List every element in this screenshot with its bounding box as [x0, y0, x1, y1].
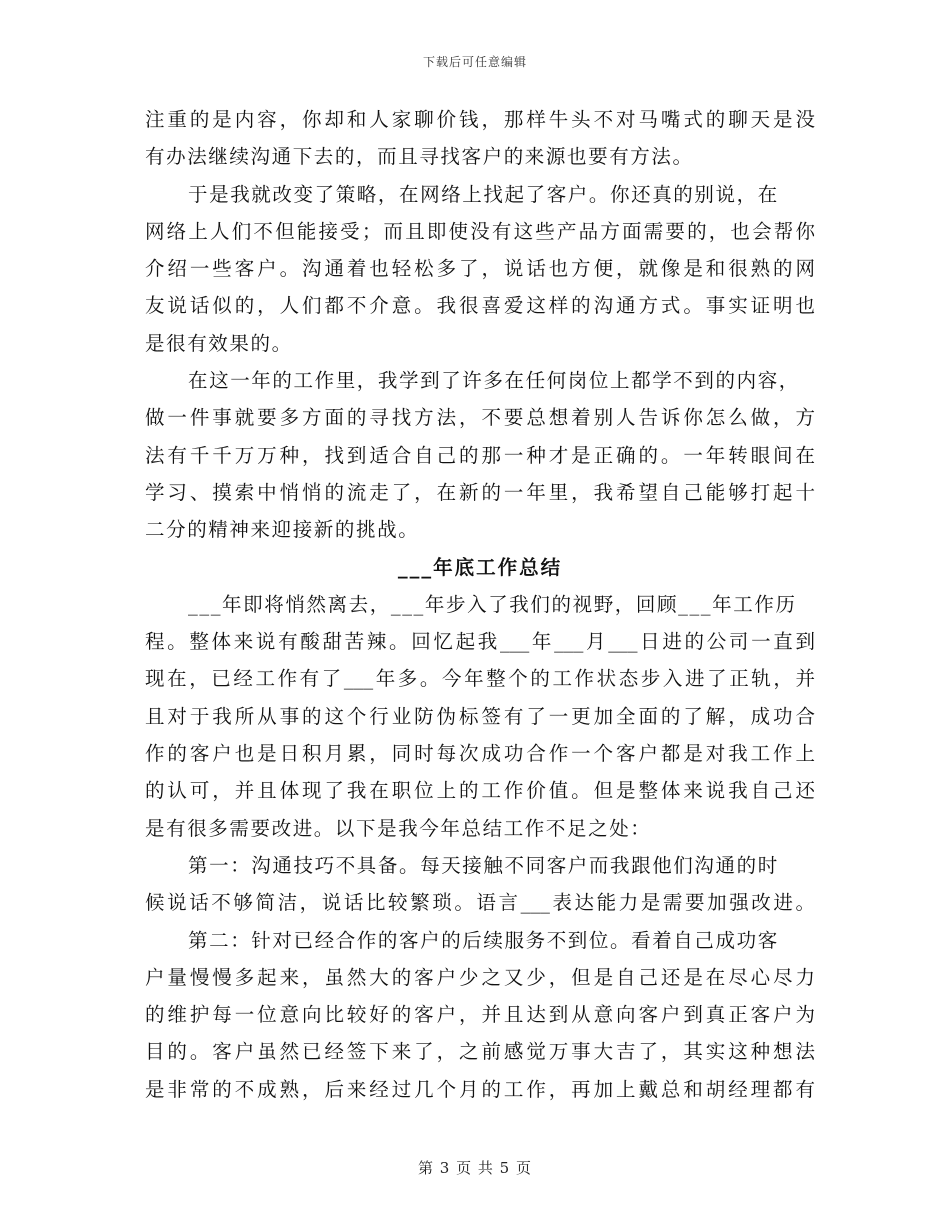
text-line: 法有千千万万种，找到适合自己的那一种才是正确的。一年转眼间在 — [145, 443, 815, 467]
text-line: 做一件事就要多方面的寻找方法，不要总想着别人告诉你怎么做，方 — [145, 406, 815, 430]
text-line: 在这一年的工作里，我学到了许多在任何岗位上都学不到的内容， — [188, 369, 800, 393]
text-line: 的维护每一位意向比较好的客户，并且达到从意向客户到真正客户为 — [145, 1003, 815, 1027]
text-line: 于是我就改变了策略，在网络上找起了客户。你还真的别说，在 — [188, 182, 779, 206]
text-line: 介绍一些客户。沟通着也轻松多了，说话也方便，就像是和很熟的网 — [145, 257, 815, 281]
text-line: 有办法继续沟通下去的，而且寻找客户的来源也要有方法。 — [145, 145, 694, 169]
text-line: 第一：沟通技巧不具备。每天接触不同客户而我跟他们沟通的时 — [188, 853, 779, 877]
text-line: 目的。客户虽然已经签下来了，之前感觉万事大吉了，其实这种想法 — [145, 1040, 815, 1064]
text-line: 且对于我所从事的这个行业防伪标签有了一更加全面的了解，成功合 — [145, 704, 815, 728]
text-line: 注重的是内容，你却和人家聊价钱，那样牛头不对马嘴式的聊天是没 — [145, 108, 815, 131]
text-line: 是非常的不成熟，后来经过几个月的工作，再加上戴总和胡经理都有 — [145, 1077, 815, 1101]
text-line: 候说话不够简洁，说话比较繁琐。语言___表达能力是需要加强改进。 — [145, 891, 815, 915]
document-body — [145, 101, 815, 1108]
text-line: 的认可，并且体现了我在职位上的工作价值。但是整体来说我自己还 — [145, 779, 815, 803]
text-line: 学习、摸索中悄悄的流走了，在新的一年里，我希望自己能够打起十 — [145, 480, 815, 504]
text-line: 二分的精神来迎接新的挑战。 — [145, 518, 420, 542]
text-line: ___年即将悄然离去，___年步入了我们的视野，回顾___年工作历 — [188, 592, 797, 616]
text-line: 网络上人们不但能接受；而且即使没有这些产品方面需要的，也会帮你 — [145, 219, 815, 243]
section-title: ___年底工作总结 — [397, 555, 563, 579]
text-line: 是很有效果的。 — [145, 331, 293, 355]
text-line: 程。整体来说有酸甜苦辣。回忆起我___年___月___日进的公司一直到 — [145, 630, 815, 654]
text-line: 作的客户也是日积月累，同时每次成功合作一个客户都是对我工作上 — [145, 742, 815, 766]
page-header: 下载后可任意编辑 — [422, 55, 527, 69]
text-line: 友说话似的，人们都不介意。我很喜爱这样的沟通方式。事实证明也 — [145, 294, 815, 318]
text-line: 户量慢慢多起来，虽然大的客户少之又少，但是自己还是在尽心尽力 — [145, 965, 815, 989]
page-number: 第 3 页 共 5 页 — [418, 1159, 532, 1177]
text-line: 是有很多需要改进。以下是我今年总结工作不足之处： — [145, 816, 652, 840]
text-line: 现在，已经工作有了___年多。今年整个的工作状态步入进了正轨，并 — [145, 667, 815, 691]
text-line: 第二：针对已经合作的客户的后续服务不到位。看着自己成功客 — [188, 928, 779, 952]
